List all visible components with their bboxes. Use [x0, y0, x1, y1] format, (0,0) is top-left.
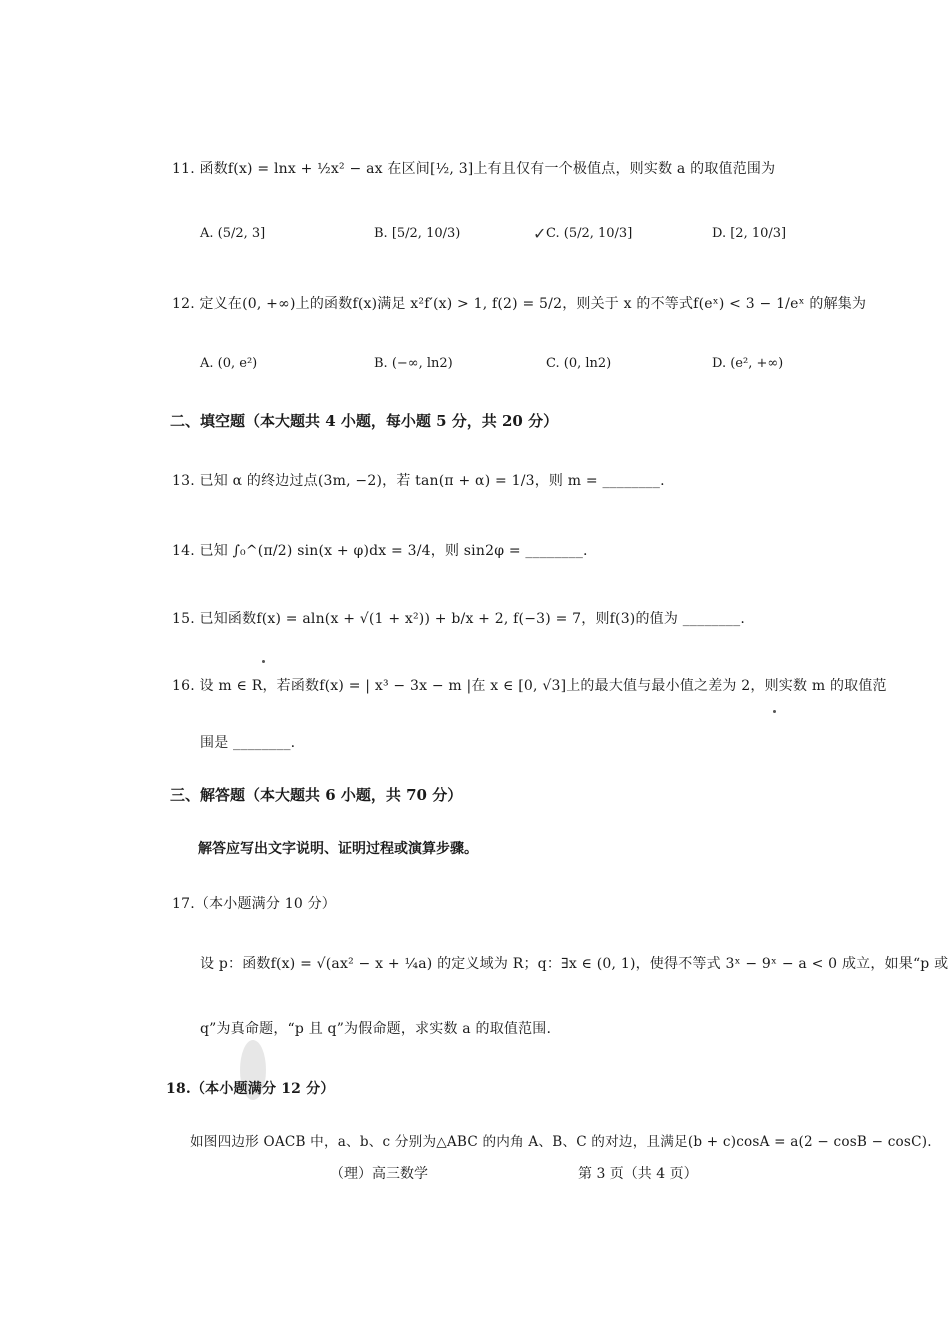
question-13-text: 13. 已知 α 的终边过点(3m, −2)，若 tan(π + α) = 1/3，则 m = ________. [172, 473, 665, 489]
question-18-line-1: 如图四边形 OACB 中，a、b、c 分别为△ABC 的内角 A、B、C 的对边，且满足(b + c)cosA = a(2 − cosB − cosC). [190, 1134, 932, 1150]
question-12-option-d: D. (e², +∞) [712, 356, 784, 371]
answer-instruction: 解答应写出文字说明、证明过程或演算步骤。 [198, 841, 478, 857]
question-15-text: 15. 已知函数f(x) = aln(x + √(1 + x²)) + b/x + 2, f(−3) = 7，则f(3)的值为 ________. [172, 611, 745, 627]
scan-speck [773, 710, 776, 713]
question-11-option-d: D. [2, 10/3] [712, 226, 787, 241]
question-17-line-1: 设 p：函数f(x) = √(ax² − x + ¼a) 的定义域为 R；q：∃x ∈ (0, 1)，使得不等式 3ˣ − 9ˣ − a < 0 成立，如果“p 或 [200, 956, 949, 972]
question-12-option-a: A. (0, e²) [200, 356, 258, 371]
section-3-heading: 三、解答题（本大题共 6 小题，共 70 分） [170, 786, 463, 804]
question-11-text: 11. 函数f(x) = lnx + ½x² − ax 在区间[½, 3]上有且仅有一个极值点，则实数 a 的取值范围为 [172, 161, 776, 177]
question-16-line-1: 16. 设 m ∈ R，若函数f(x) = | x³ − 3x − m |在 x ∈ [0, √3]上的最大值与最小值之差为 2，则实数 m 的取值范 [172, 678, 887, 694]
question-11-option-c: C. (5/2, 10/3] [546, 226, 633, 241]
footer-page-number: 第 3 页（共 4 页） [578, 1166, 698, 1182]
question-11-option-b: B. [5/2, 10/3) [374, 226, 461, 241]
question-12-text: 12. 定义在(0, +∞)上的函数f(x)满足 x²f′(x) > 1, f(2) = 5/2，则关于 x 的不等式f(eˣ) < 3 − 1/eˣ 的解集为 [172, 296, 867, 312]
question-12-option-b: B. (−∞, ln2) [374, 356, 453, 371]
scan-speck [262, 660, 265, 663]
question-11-option-a: A. (5/2, 3] [200, 226, 266, 241]
handwritten-check-mark: ✓ [533, 224, 547, 243]
footer-subject: （理）高三数学 [330, 1166, 428, 1182]
question-14-text: 14. 已知 ∫₀^(π/2) sin(x + φ)dx = 3/4，则 sin2φ = ________. [172, 543, 588, 559]
section-2-heading: 二、填空题（本大题共 4 小题，每小题 5 分，共 20 分） [170, 412, 559, 430]
question-12-option-c: C. (0, ln2) [546, 356, 612, 371]
question-16-line-2: 围是 ________. [200, 735, 296, 751]
question-18-title: 18.（本小题满分 12 分） [166, 1081, 335, 1097]
question-17-title: 17.（本小题满分 10 分） [172, 896, 336, 912]
question-17-line-2: q”为真命题，“p 且 q”为假命题，求实数 a 的取值范围. [200, 1021, 552, 1037]
